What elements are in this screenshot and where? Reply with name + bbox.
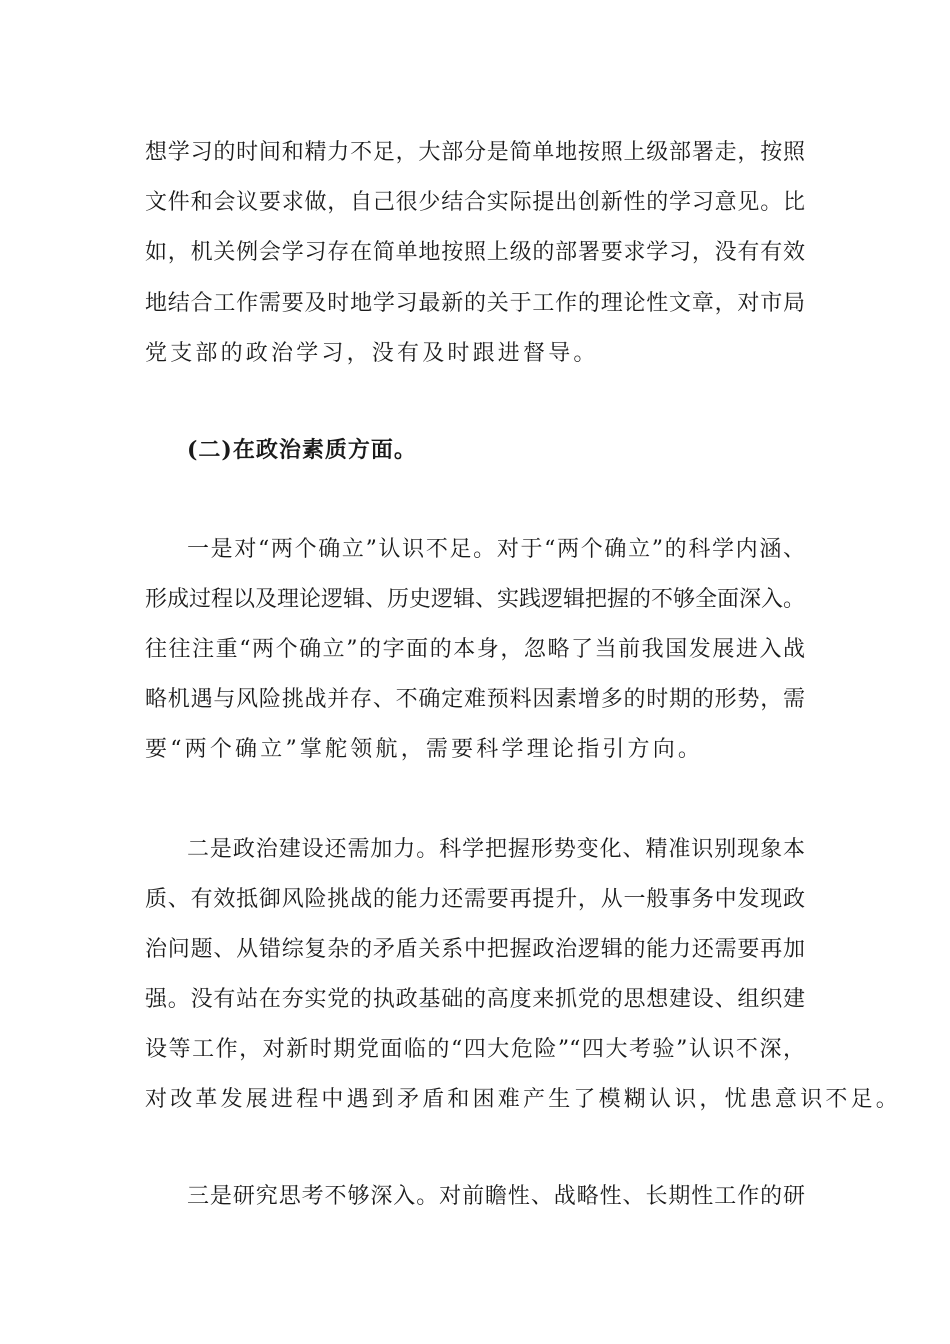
paragraph-2-line-1: 一是对“两个确立”认识不足。对于“两个确立”的科学内涵、: [187, 537, 805, 562]
paragraph-4-line-1: 三是研究思考不够深入。对前瞻性、战略性、长期性工作的研: [187, 1184, 805, 1209]
paragraph-3-line-2: 质、有效抵御风险挑战的能力还需要再提升，从一般事务中发现政: [145, 887, 805, 912]
paragraph-1-line-5: 党支部的政治学习，没有及时跟进督导。: [145, 341, 599, 366]
paragraph-3-line-4: 强。没有站在夯实党的执政基础的高度来抓党的思想建设、组织建: [145, 987, 805, 1012]
paragraph-2-line-3: 往往注重“两个确立”的字面的本身，忽略了当前我国发展进入战: [145, 637, 805, 662]
paragraph-2-line-5: 要“两个确立”掌舵领航，需要科学理论指引方向。: [145, 737, 704, 762]
paragraph-2-line-4: 略机遇与风险挑战并存、不确定难预料因素增多的时期的形势，需: [145, 687, 805, 712]
section-heading: (二)在政治素质方面。: [187, 437, 417, 463]
paragraph-3-line-1: 二是政治建设还需加力。科学把握形势变化、精准识别现象本: [187, 837, 805, 862]
paragraph-3-line-3: 治问题、从错综复杂的矛盾关系中把握政治逻辑的能力还需要再加: [145, 937, 805, 962]
paragraph-1-line-1: 想学习的时间和精力不足，大部分是简单地按照上级部署走，按照: [145, 140, 805, 165]
paragraph-1-line-2: 文件和会议要求做，自己很少结合实际提出创新性的学习意见。比: [145, 190, 805, 215]
paragraph-3-line-6: 对改革发展进程中遇到矛盾和困难产生了模糊认识，忧患意识不足。: [145, 1087, 902, 1112]
paragraph-1-line-4: 地结合工作需要及时地学习最新的关于工作的理论性文章，对市局: [145, 291, 805, 316]
paragraph-2-line-2: 形成过程以及理论逻辑、历史逻辑、实践逻辑把握的不够全面深入。: [145, 587, 806, 612]
paragraph-1-line-3: 如，机关例会学习存在简单地按照上级的部署要求学习，没有有效: [145, 240, 805, 265]
paragraph-3-line-5: 设等工作，对新时期党面临的“四大危险”“四大考验”认识不深，: [145, 1037, 805, 1062]
